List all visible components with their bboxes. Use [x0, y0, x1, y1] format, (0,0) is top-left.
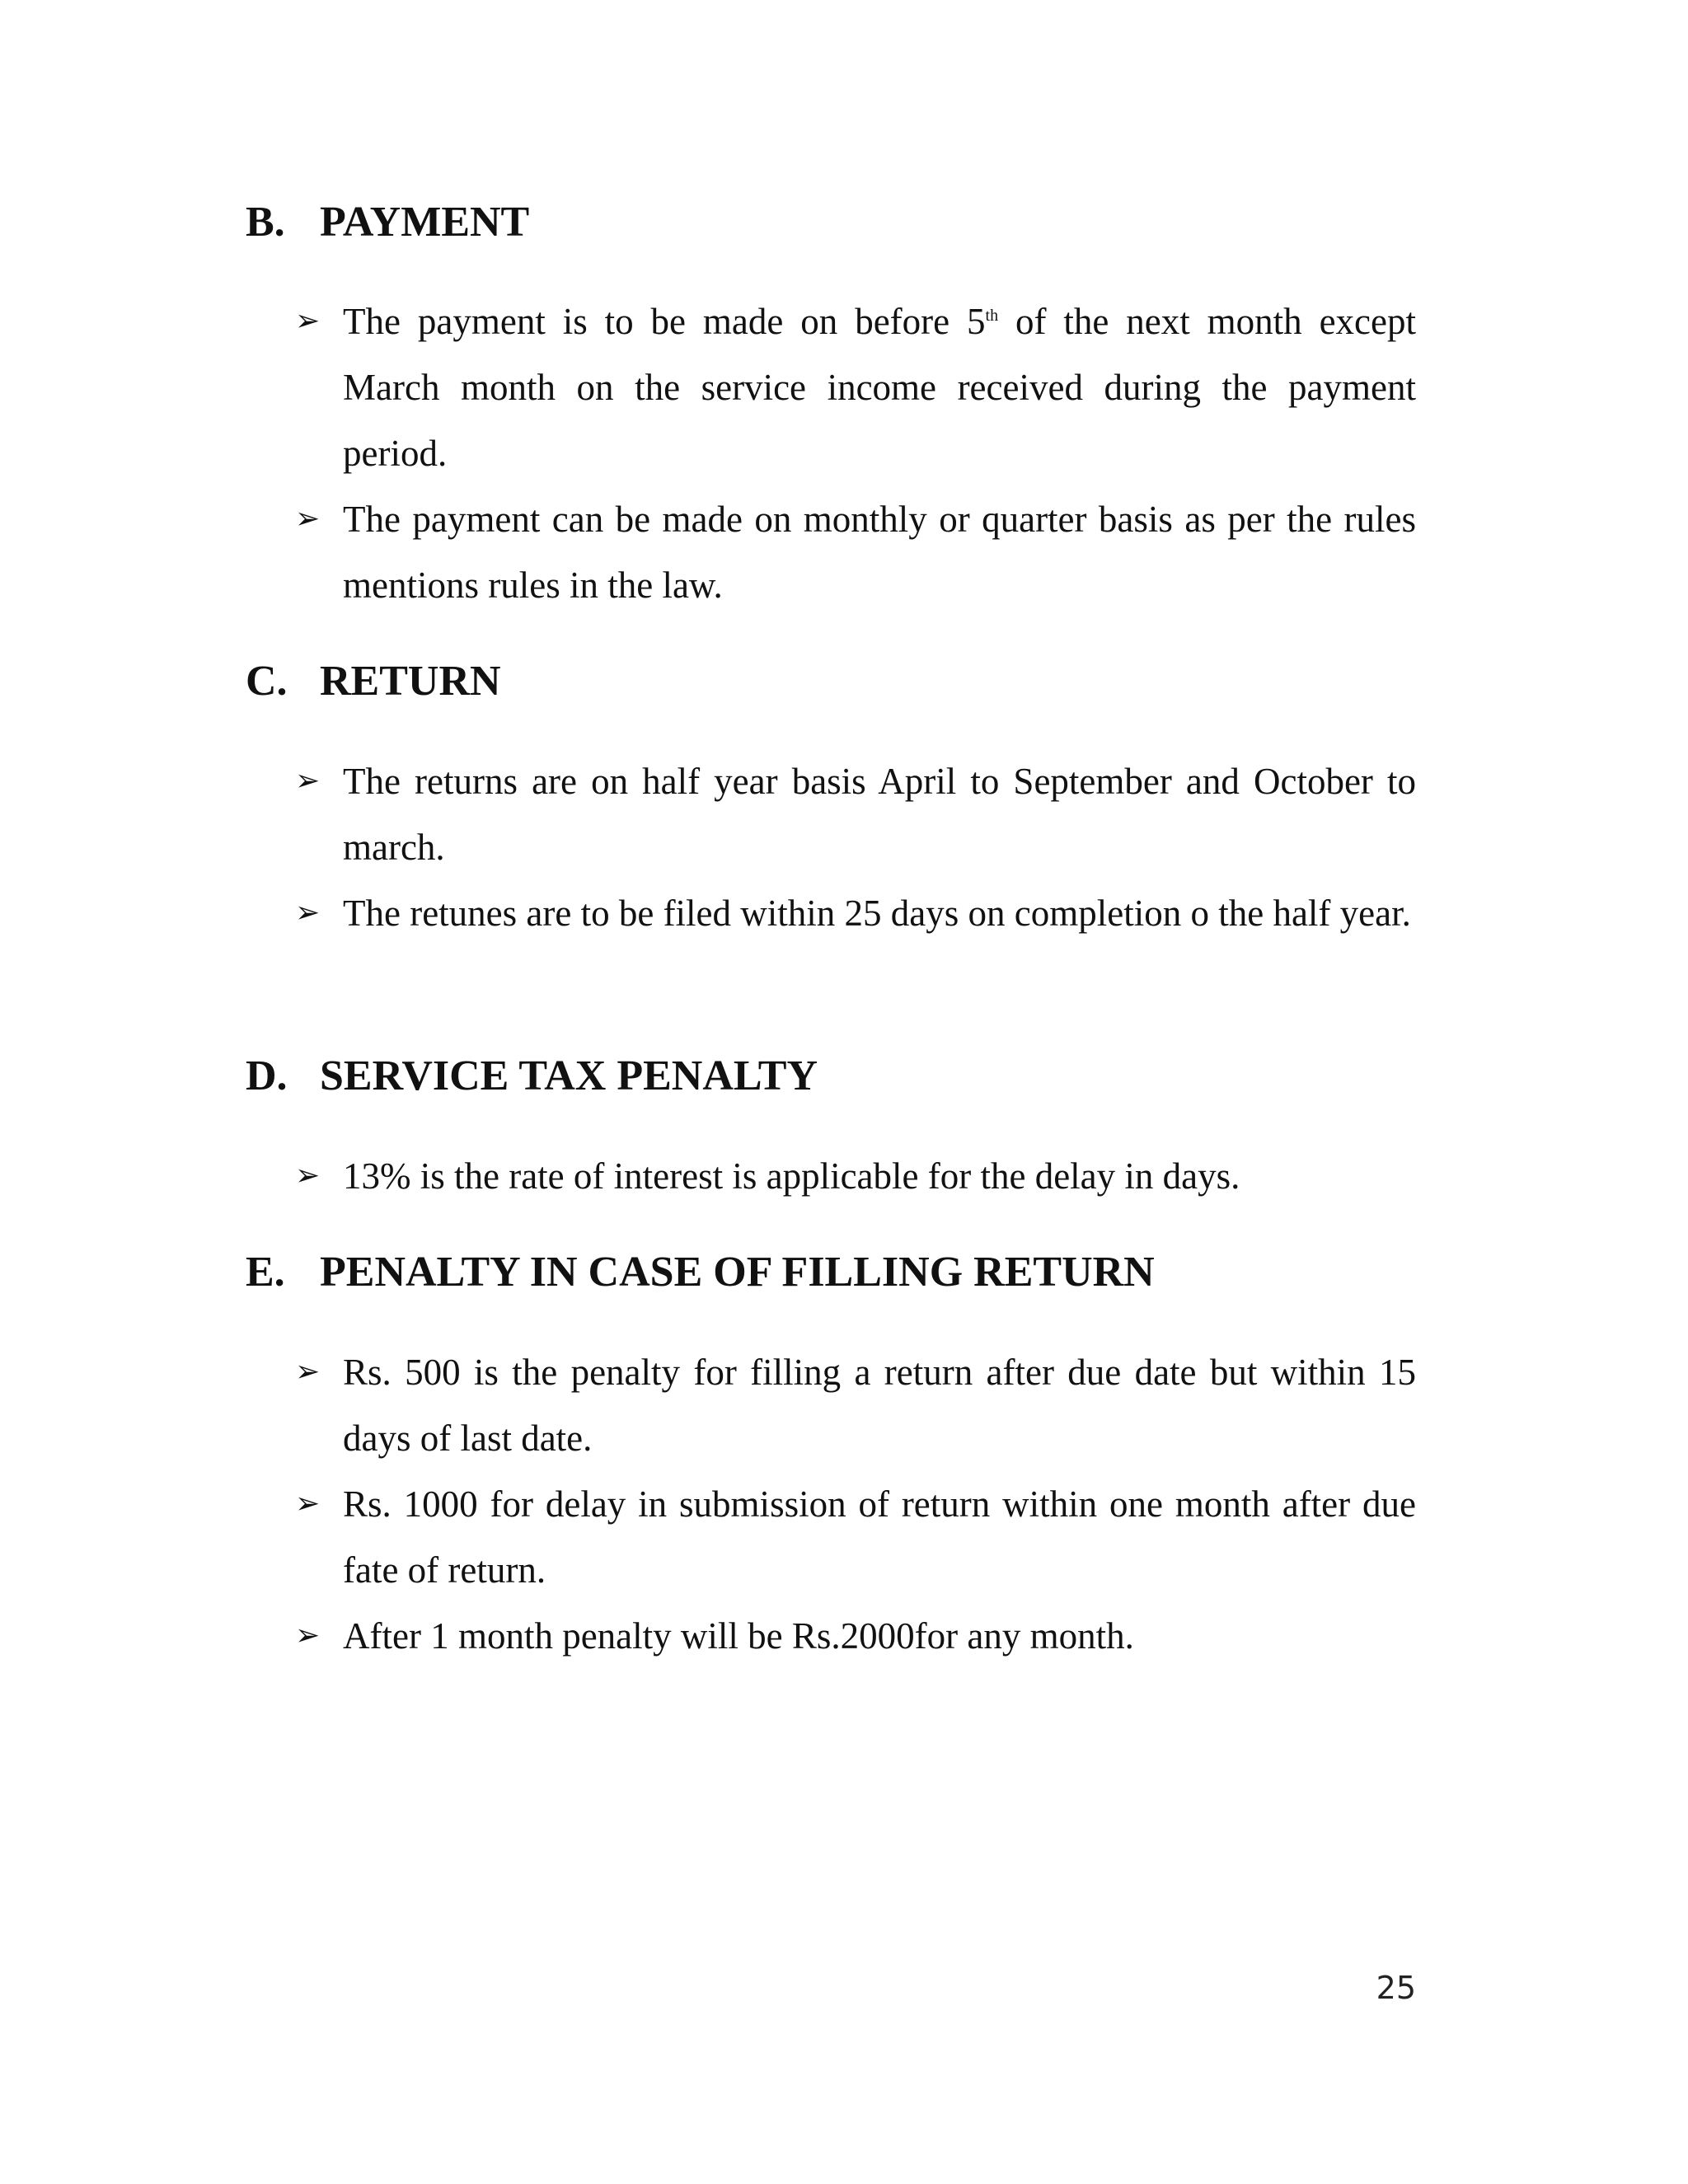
bullet-text: Rs. 1000 for delay in submission of return within one month after due fate of return. — [343, 1483, 1416, 1591]
ordinal-superscript: th — [985, 307, 999, 325]
page-number: 25 — [1376, 1970, 1416, 2006]
section-heading-service-tax-penalty — [246, 1052, 818, 1101]
arrowhead-bullet-icon: ➢ — [295, 1487, 321, 1521]
arrowhead-bullet-icon: ➢ — [295, 764, 321, 798]
list-item — [295, 1339, 1416, 1471]
bullet-text: The returns are on half year basis April to September and October to march. — [343, 761, 1416, 868]
section-heading-payment — [246, 198, 529, 247]
section-title: RETURN — [320, 658, 501, 705]
bullet-text: The retunes are to be filed within 25 days on completion o the half year. — [343, 893, 1411, 934]
section-heading-return — [246, 657, 501, 706]
section-letter: B. — [246, 199, 285, 246]
section-title: SERVICE TAX PENALTY — [320, 1052, 818, 1099]
list-item — [295, 880, 1416, 946]
service-tax-penalty-bullet-list — [295, 1143, 1416, 1209]
section-title: PENALTY IN CASE OF FILLING RETURN — [320, 1249, 1155, 1296]
bullet-text: After 1 month penalty will be Rs.2000for any month. — [343, 1615, 1134, 1657]
section-letter: C. — [246, 658, 288, 705]
payment-bullet-list — [295, 288, 1416, 618]
section-letter: D. — [246, 1052, 288, 1099]
arrowhead-bullet-icon: ➢ — [295, 1159, 321, 1193]
list-item — [295, 1603, 1416, 1669]
bullet-text: The payment is to be made on before 5th of the next month except March month on the service income received during the payment period. — [343, 301, 1416, 474]
arrowhead-bullet-icon: ➢ — [295, 304, 321, 338]
section-title: PAYMENT — [320, 199, 530, 246]
arrowhead-bullet-icon: ➢ — [295, 896, 321, 930]
return-bullet-list — [295, 748, 1416, 946]
arrowhead-bullet-icon: ➢ — [295, 1619, 321, 1652]
list-item — [295, 1471, 1416, 1603]
list-item — [295, 288, 1416, 486]
arrowhead-bullet-icon: ➢ — [295, 1355, 321, 1389]
section-heading-penalty-filling-return — [246, 1248, 1155, 1297]
penalty-filling-return-bullet-list — [295, 1339, 1416, 1669]
list-item — [295, 748, 1416, 880]
bullet-text: The payment can be made on monthly or quarter basis as per the rules mentions rules in the law. — [343, 499, 1416, 606]
list-item — [295, 486, 1416, 618]
bullet-text: 13% is the rate of interest is applicable for the delay in days. — [343, 1155, 1240, 1197]
section-letter: E. — [246, 1249, 285, 1296]
list-item — [295, 1143, 1416, 1209]
bullet-text: Rs. 500 is the penalty for filling a return after due date but within 15 days of last date. — [343, 1352, 1416, 1459]
arrowhead-bullet-icon: ➢ — [295, 502, 321, 536]
